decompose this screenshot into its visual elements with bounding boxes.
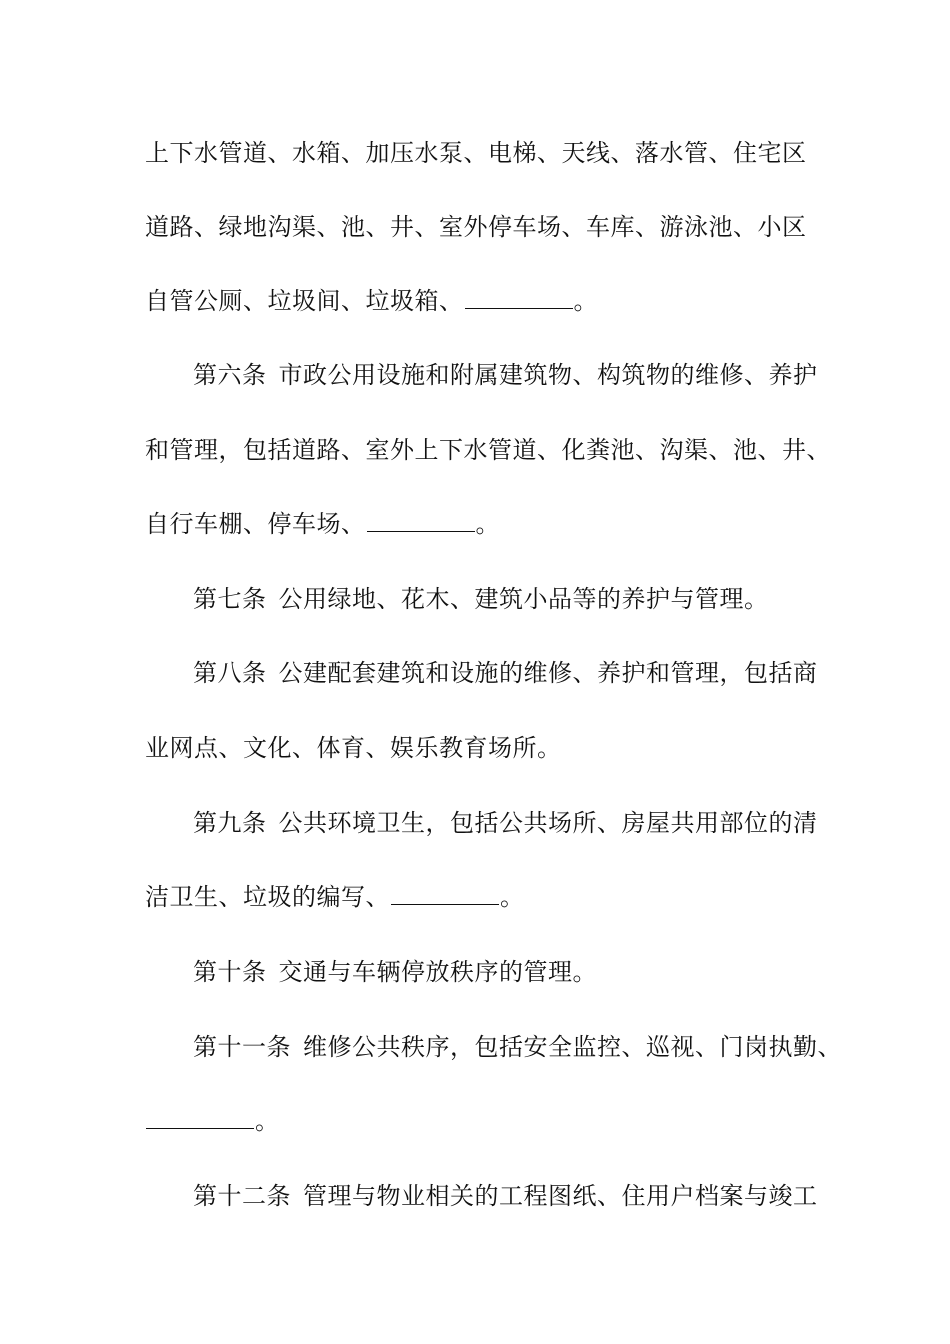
text-line <box>145 138 807 168</box>
line-text: 和管理，包括道路、室外上下水管道、化粪池、沟渠、池、井、 <box>145 436 831 464</box>
line-text: 公共环境卫生，包括公共场所、房屋共用部位的清 <box>278 809 818 837</box>
article-number: 第七条 <box>193 585 267 613</box>
line-text: 自行车棚、停车场、 <box>145 510 366 538</box>
article-number: 第六条 <box>193 361 267 389</box>
article-number: 第十条 <box>193 958 267 986</box>
line-text: 交通与车辆停放秩序的管理。 <box>278 958 597 986</box>
line-text: 自管公厕、垃圾间、垃圾箱、 <box>145 287 464 315</box>
line-punctuation: 。 <box>573 287 598 315</box>
article-line <box>193 584 769 614</box>
article-line <box>193 360 818 390</box>
line-text: 管理与物业相关的工程图纸、住用户档案与竣工 <box>303 1182 818 1210</box>
text-line <box>145 286 598 316</box>
line-punctuation: 。 <box>255 1107 280 1135</box>
fill-in-blank <box>146 1106 254 1129</box>
line-punctuation: 。 <box>475 510 500 538</box>
text-line <box>145 882 525 912</box>
fill-in-blank <box>391 882 499 905</box>
line-text: 公用绿地、花木、建筑小品等的养护与管理。 <box>278 585 769 613</box>
article-line <box>193 957 597 987</box>
article-line <box>193 1181 818 1211</box>
line-text: 维修公共秩序，包括安全监控、巡视、门岗执勤、 <box>303 1033 842 1061</box>
article-line <box>193 808 818 838</box>
fill-in-blank <box>367 509 475 532</box>
line-text: 公建配套建筑和设施的维修、养护和管理，包括商 <box>278 659 818 687</box>
article-number: 第八条 <box>193 659 267 687</box>
article-line <box>193 1032 842 1062</box>
text-line <box>145 212 807 242</box>
fill-in-blank <box>465 286 573 309</box>
article-number: 第十二条 <box>193 1182 291 1210</box>
line-text: 市政公用设施和附属建筑物、构筑物的维修、养护 <box>278 361 818 389</box>
line-text: 业网点、文化、体育、娱乐教育场所。 <box>145 734 562 762</box>
line-text: 洁卫生、垃圾的编写、 <box>145 883 390 911</box>
line-text: 上下水管道、水箱、加压水泵、电梯、天线、落水管、住宅区 <box>145 139 807 167</box>
text-line <box>145 733 562 763</box>
text-line <box>145 1106 280 1136</box>
text-line <box>145 509 500 539</box>
article-number: 第十一条 <box>193 1033 291 1061</box>
line-punctuation: 。 <box>500 883 525 911</box>
article-number: 第九条 <box>193 809 267 837</box>
text-line <box>145 435 831 465</box>
article-line <box>193 658 818 688</box>
line-text: 道路、绿地沟渠、池、井、室外停车场、车库、游泳池、小区 <box>145 213 807 241</box>
